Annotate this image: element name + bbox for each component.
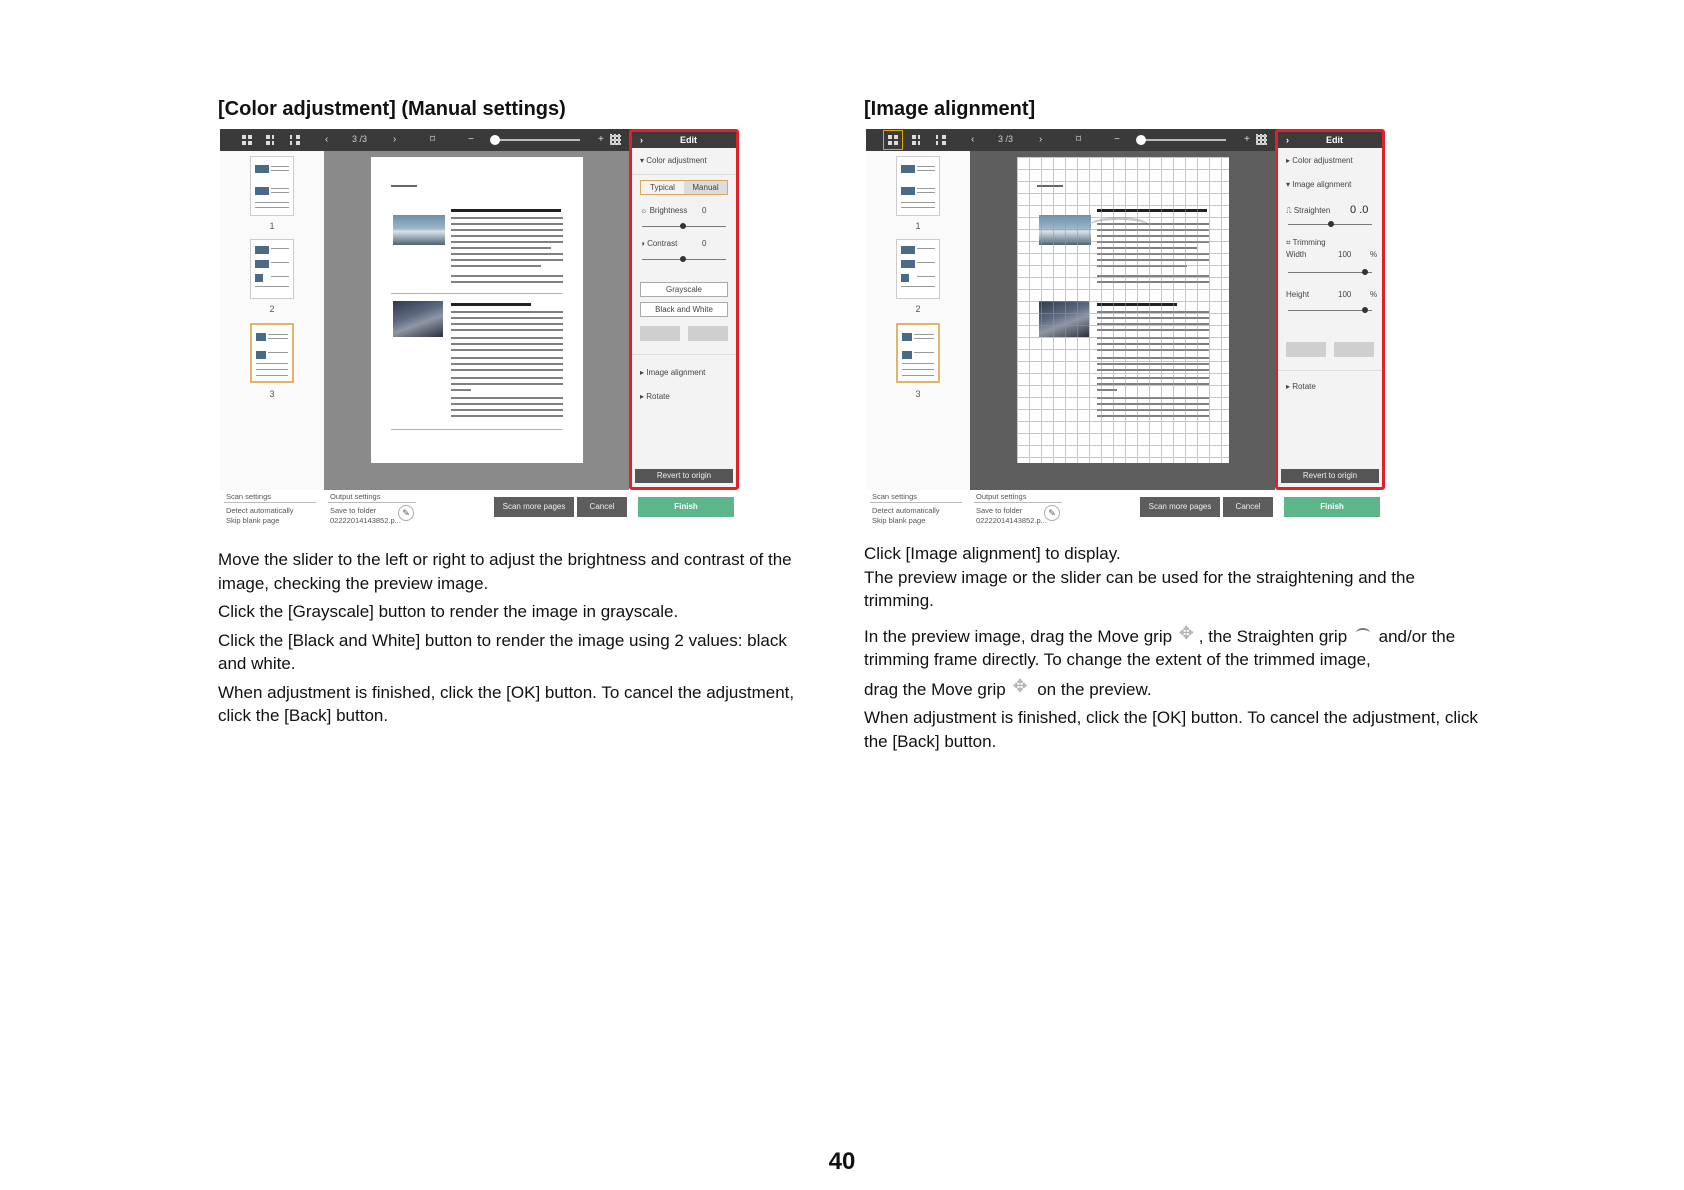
section-image-alignment[interactable]: ▸ Image alignment <box>640 368 706 377</box>
skip-blank-page[interactable]: Skip blank page <box>226 516 280 525</box>
toolbar <box>220 129 665 151</box>
folder-id: 02222014143852.p... <box>976 516 1047 525</box>
output-settings-label: Output settings <box>330 492 381 501</box>
contrast-icon: ◑ <box>640 239 645 248</box>
thumbnail-number: 2 <box>915 304 921 314</box>
prev-page-icon[interactable]: ‹ <box>325 134 329 145</box>
footer-bar <box>220 490 772 530</box>
cancel-button[interactable]: Cancel <box>577 497 627 517</box>
paragraph: When adjustment is finished, click the [OK] button. To cancel the adjustment, click the [Back] button. <box>218 682 795 725</box>
preview-page <box>371 157 583 463</box>
view-medium-icon[interactable] <box>266 135 276 145</box>
fit-page-icon[interactable]: ⌑ <box>1076 134 1082 145</box>
section-rotate[interactable]: ▸ Rotate <box>640 392 670 401</box>
back-button[interactable] <box>640 326 680 341</box>
thumbnail-page-1[interactable] <box>250 156 294 216</box>
zoom-slider[interactable] <box>1138 139 1226 141</box>
preview-area[interactable] <box>324 151 629 490</box>
footer-bar <box>866 490 1418 530</box>
scan-settings-label: Scan settings <box>226 492 272 501</box>
grid-icon[interactable] <box>1256 134 1267 145</box>
paragraph: When adjustment is finished, click the [OK] button. To cancel the adjustment, click the [Back] button. <box>864 708 1478 751</box>
view-small-icon[interactable] <box>936 135 946 145</box>
brightness-value: 0 <box>702 206 707 215</box>
contrast-slider-knob[interactable] <box>680 256 686 262</box>
edit-panel-header: › Edit <box>1278 132 1382 148</box>
paragraph-move: drag the Move grip ✥ on the preview. <box>864 678 1484 702</box>
width-value: 100 <box>1338 250 1352 259</box>
straighten-label: ⎍ Straighten <box>1286 206 1331 215</box>
folder-id: 02222014143852.p... <box>330 516 401 525</box>
paragraph: Click the [Grayscale] button to render the image in grayscale. <box>218 602 679 621</box>
fit-page-icon[interactable]: ⌑ <box>430 134 436 145</box>
zoom-in-icon[interactable]: + <box>1244 134 1250 145</box>
thumbnail-number: 3 <box>915 389 921 399</box>
page-number: 40 <box>828 1148 856 1175</box>
next-page-icon[interactable]: › <box>393 134 397 145</box>
paragraph: Click [Image alignment] to display. <box>864 544 1121 563</box>
instructions-color-adjustment <box>218 548 818 728</box>
straighten-slider-knob[interactable] <box>1328 221 1334 227</box>
section-heading-color-adjustment: [Color adjustment] (Manual settings) <box>218 98 566 120</box>
width-slider-knob[interactable] <box>1362 269 1368 275</box>
zoom-out-icon[interactable]: − <box>468 134 474 145</box>
paragraph: Click the [Black and White] button to render the image using 2 values: black and white. <box>218 630 787 673</box>
page-indicator: 3 /3 <box>998 134 1014 144</box>
height-unit: % <box>1370 290 1378 299</box>
section-color-adjustment[interactable]: ▾ Color adjustment <box>640 156 707 165</box>
thumbnail-number: 3 <box>269 389 275 399</box>
view-small-icon[interactable] <box>290 135 300 145</box>
thumbnail-page-2[interactable] <box>250 239 294 299</box>
mode-toggle <box>640 180 728 195</box>
edit-pencil-icon[interactable]: ✎ <box>398 505 414 521</box>
height-label: Height <box>1286 290 1310 299</box>
black-and-white-button[interactable]: Black and White <box>640 302 728 317</box>
zoom-in-icon[interactable]: + <box>598 134 604 145</box>
thumbnail-page-1[interactable] <box>896 156 940 216</box>
ok-button[interactable] <box>1334 342 1374 357</box>
save-to-folder: Save to folder <box>330 506 377 515</box>
straighten-icon: ⎍ <box>1286 206 1292 215</box>
height-value: 100 <box>1338 290 1352 299</box>
detect-automatically[interactable]: Detect automatically <box>226 506 294 515</box>
toolbar <box>866 129 1311 151</box>
section-image-alignment[interactable]: ▾ Image alignment <box>1286 180 1352 189</box>
straighten-grip-icon <box>1354 626 1372 644</box>
section-heading-image-alignment: [Image alignment] <box>864 98 1036 120</box>
next-page-icon[interactable]: › <box>1039 134 1043 145</box>
paragraph: Move the slider to the left or right to adjust the brightness and contrast of the image, checking the preview image. <box>218 550 792 593</box>
edit-panel-header: › Edit <box>632 132 736 148</box>
paragraph: The preview image or the slider can be used for the straightening and the trimming. <box>864 567 1415 610</box>
tab-typical[interactable]: Typical <box>650 183 675 192</box>
save-to-folder: Save to folder <box>976 506 1023 515</box>
instructions-image-alignment <box>864 542 1484 753</box>
tab-manual[interactable]: Manual <box>684 181 727 194</box>
height-slider-knob[interactable] <box>1362 307 1368 313</box>
right-column <box>864 96 1484 758</box>
finish-button[interactable]: Finish <box>638 497 734 517</box>
collapse-panel-icon[interactable]: › <box>1286 135 1289 145</box>
prev-page-icon[interactable]: ‹ <box>971 134 975 145</box>
output-settings-label: Output settings <box>976 492 1027 501</box>
section-rotate[interactable]: ▸ Rotate <box>1286 382 1316 391</box>
contrast-label: ◑ Contrast <box>640 239 678 248</box>
preview-area[interactable] <box>970 151 1275 490</box>
thumbnail-page-3[interactable] <box>896 323 940 383</box>
zoom-slider-knob[interactable] <box>490 135 500 145</box>
skip-blank-page[interactable]: Skip blank page <box>872 516 926 525</box>
left-column <box>218 96 818 733</box>
width-slider[interactable] <box>1288 272 1372 273</box>
thumbnail-number: 1 <box>915 221 921 231</box>
revert-to-origin-button[interactable]: Revert to origin <box>635 469 733 483</box>
thumbnail-list <box>866 151 970 490</box>
straighten-grip[interactable] <box>1089 217 1149 235</box>
page-indicator: 3 /3 <box>352 134 368 144</box>
thumbnail-list <box>220 151 324 490</box>
brightness-slider-knob[interactable] <box>680 223 686 229</box>
view-large-icon[interactable] <box>888 135 898 145</box>
sun-icon: ☼ <box>640 206 648 215</box>
brightness-label: ☼ Brightness <box>640 206 688 215</box>
scan-more-pages-button[interactable]: Scan more pages <box>1140 497 1220 517</box>
paragraph-grips: In the preview image, drag the Move grip ✥ , the Straighten grip and/or the trimming frame directly. To change the extent of the trimmed image, <box>864 625 1484 672</box>
height-slider[interactable] <box>1288 310 1372 311</box>
zoom-out-icon[interactable]: − <box>1114 134 1120 145</box>
view-medium-icon[interactable] <box>912 135 922 145</box>
thumbnail-number: 2 <box>269 304 275 314</box>
straighten-value: 0 .0 <box>1350 204 1369 216</box>
view-large-icon[interactable] <box>242 135 252 145</box>
contrast-value: 0 <box>702 239 707 248</box>
revert-to-origin-button[interactable]: Revert to origin <box>1281 469 1379 483</box>
edit-panel <box>629 129 739 490</box>
thumbnail-page-2[interactable] <box>896 239 940 299</box>
trimming-label: ⌗ Trimming <box>1286 238 1326 247</box>
detect-automatically[interactable]: Detect automatically <box>872 506 940 515</box>
section-color-adjustment[interactable]: ▸ Color adjustment <box>1286 156 1353 165</box>
screenshot-image-alignment <box>864 126 1420 530</box>
screenshot-color-adjustment <box>218 126 774 530</box>
edit-panel <box>1275 129 1385 490</box>
collapse-panel-icon[interactable]: › <box>640 135 643 145</box>
scan-settings-label: Scan settings <box>872 492 918 501</box>
thumbnail-page-3[interactable] <box>250 323 294 383</box>
scan-more-pages-button[interactable]: Scan more pages <box>494 497 574 517</box>
grayscale-button[interactable]: Grayscale <box>640 282 728 297</box>
move-grip-icon <box>1012 679 1030 697</box>
back-button[interactable] <box>1286 342 1326 357</box>
zoom-slider[interactable] <box>492 139 580 141</box>
edit-pencil-icon[interactable]: ✎ <box>1044 505 1060 521</box>
ok-button[interactable] <box>688 326 728 341</box>
grid-icon[interactable] <box>610 134 621 145</box>
finish-button[interactable]: Finish <box>1284 497 1380 517</box>
width-unit: % <box>1370 250 1378 259</box>
preview-page-with-grid[interactable] <box>1017 157 1229 463</box>
zoom-slider-knob[interactable] <box>1136 135 1146 145</box>
thumbnail-number: 1 <box>269 221 275 231</box>
cancel-button[interactable]: Cancel <box>1223 497 1273 517</box>
width-label: Width <box>1286 250 1307 259</box>
crop-icon: ⌗ <box>1286 238 1291 247</box>
move-grip-icon <box>1179 626 1197 644</box>
